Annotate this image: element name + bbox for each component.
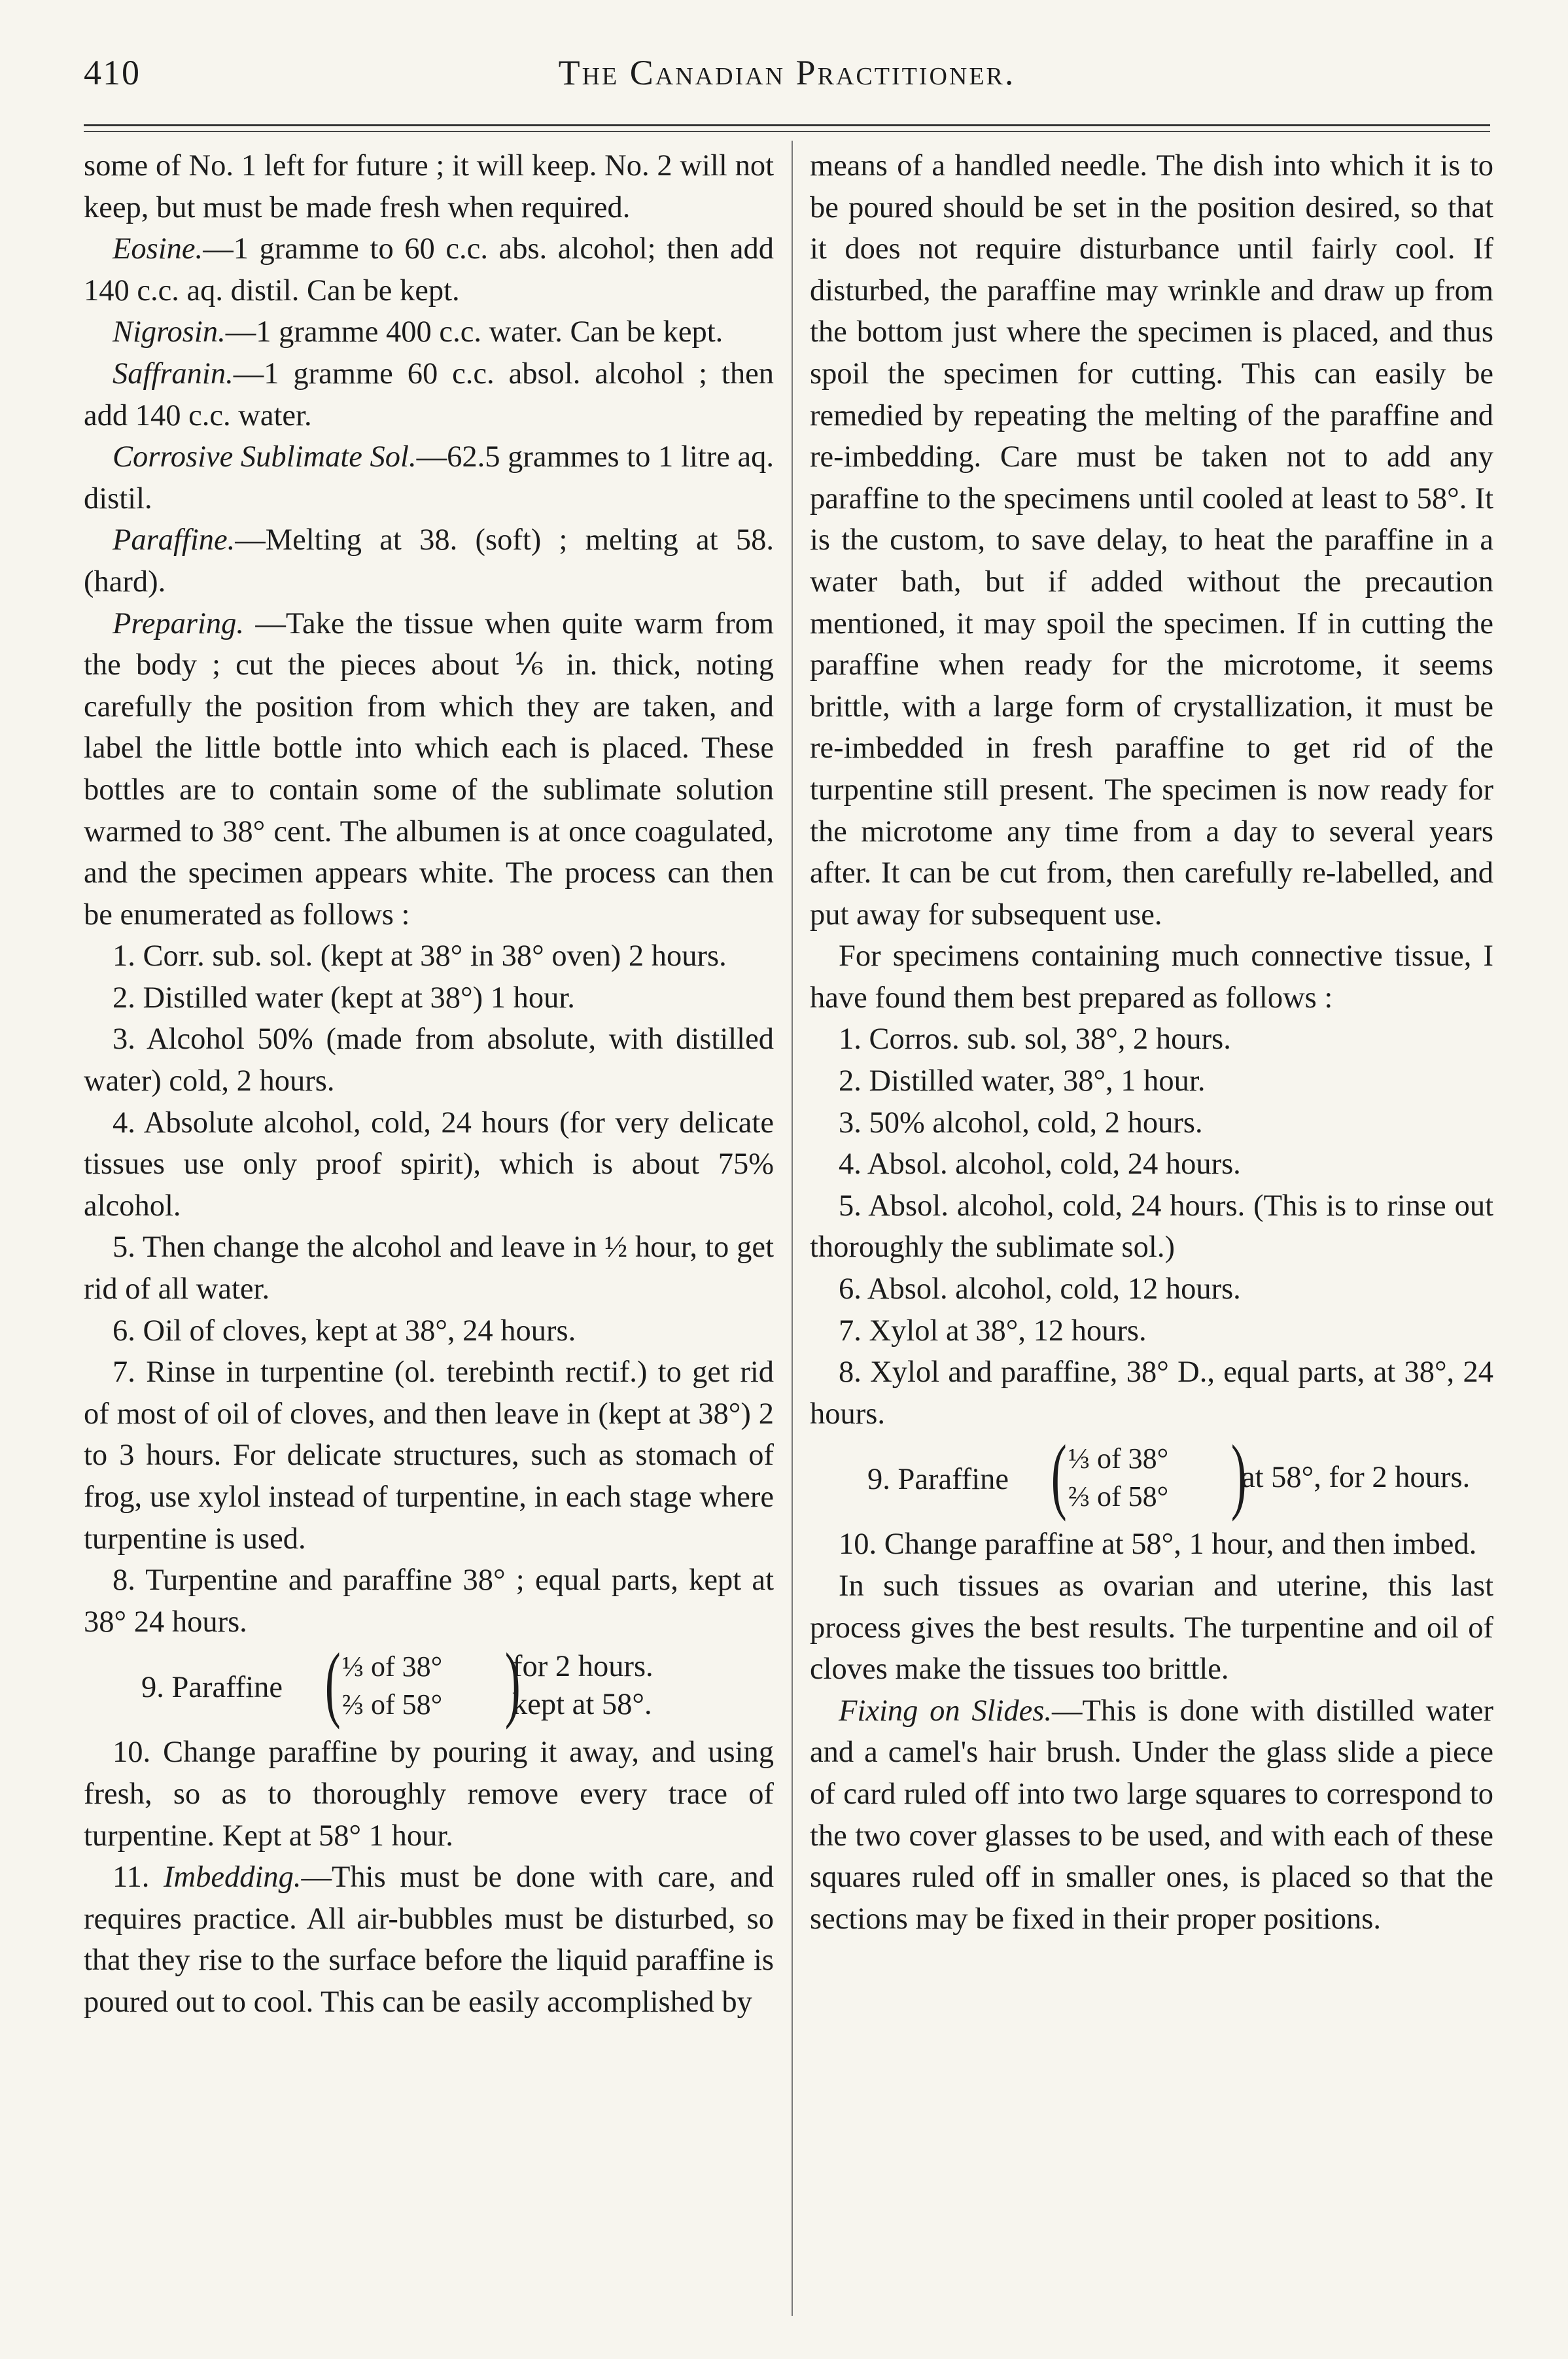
paragraph-corrosive (84, 436, 774, 519)
term: Fixing on Slides. (839, 1694, 1053, 1728)
definition: —Melting at 38. (soft) ; melting at 58. (hard). (84, 523, 774, 599)
step-6: 6. Absol. alcohol, cold, 12 hours. (839, 1272, 1241, 1306)
fraction-stack (1068, 1440, 1168, 1516)
paragraph: In such tissues as ovarian and uterine, this last process gives the best results. The turpentine and oil of cloves make the tissues too brittle. (810, 1569, 1493, 1686)
step-3: 3. 50% alcohol, cold, 2 hours. (839, 1106, 1203, 1140)
paragraph-saffranin (84, 353, 774, 436)
left-column (84, 145, 774, 2023)
step-3: 3. Alcohol 50% (made from absolute, with distilled water) cold, 2 hours. (84, 1022, 774, 1098)
step-8: 8. Turpentine and paraffine 38° ; equal parts, kept at 38° 24 hours. (84, 1564, 774, 1639)
paragraph: For specimens containing much connective tissue, I have found them best prepared as follows : (810, 939, 1493, 1015)
definition: —Take the tissue when quite warm from the body ; cut the pieces about ⅙ in. thick, noting carefully the position from which they are taken, and label the little bottle into which each is placed. These bottles are to contain some of the sublimate solution warmed to 38° cent. The albumen is at once coagulated, and the specimen appears white. The process can then be enumerated as follows : (84, 606, 774, 932)
page-header (84, 52, 1490, 105)
fraction-bottom: ⅔ of 58° (1068, 1480, 1169, 1513)
definition: —1 gramme 400 c.c. water. Can be kept. (225, 315, 723, 349)
paragraph-eosine (84, 228, 774, 311)
right-column (810, 145, 1493, 1940)
fraction-top: ⅓ of 38° (1068, 1442, 1169, 1475)
fraction-top: ⅓ of 38° (342, 1651, 443, 1683)
term: Preparing. (113, 606, 245, 640)
page-number: 410 (84, 53, 141, 92)
step-9-label: 9. Paraffine (867, 1463, 1009, 1497)
step-10: 10. Change paraffine by pouring it away, and using fresh, so as to thoroughly remove every trace of turpentine. Kept at 58° 1 hour. (84, 1736, 774, 1853)
paragraph: means of a handled needle. The dish into which it is to be poured should be set in the position desired, so that it does not require disturbance until fairly cool. If disturbed, the paraffine may wrinkle and draw up from the bottom just where the specimen is placed, and thus spoil the specimen for cutting. This can easily be remedied by repeating the melting of the paraffine and re-imbedding. Care must be taken not to add any paraffine to the specimens until cooled at least to 58°. It is the custom, to save delay, to heat the paraffine in a water bath, but if added without the precaution mentioned, it may spoil the specimen. If in cutting the paraffine when ready for the microtome, it seems brittle, with a large form of crystallization, it must be re-imbedded in fresh paraffine to get rid of the turpentine still present. The specimen is now ready for the microtome any time from a day to several years after. It can be cut from, then carefully re-labelled, and put away for subsequent use. (810, 149, 1493, 932)
step-2: 2. Distilled water (kept at 38°) 1 hour. (113, 981, 575, 1015)
step-9 (84, 1636, 774, 1731)
term: Saffranin. (113, 357, 234, 391)
term: Imbedding. (164, 1861, 302, 1895)
paragraph-paraffine (84, 519, 774, 603)
step-1: 1. Corr. sub. sol. (kept at 38° in 38° oven) 2 hours. (113, 939, 727, 973)
fraction-stack (342, 1648, 442, 1724)
term: Nigrosin. (113, 315, 226, 349)
definition: —1 gramme to 60 c.c. abs. alcohol; then add 140 c.c. aq. distil. Can be kept. (84, 232, 774, 307)
term: Paraffine. (113, 523, 235, 557)
step-8: 8. Xylol and paraffine, 38° D., equal parts, at 38°, 24 hours. (810, 1355, 1493, 1431)
definition: —This must be done with care, and requires practice. All air-bubbles must be disturbed, so that they rise to the surface before the liquid paraffine is poured out to cool. This can be easily accomplished by (84, 1861, 774, 2019)
paragraph-fixing (810, 1690, 1493, 1940)
definition: —62.5 grammes to 1 litre aq. distil. (84, 440, 775, 515)
paragraph-preparing (84, 603, 774, 936)
step-9 (810, 1428, 1493, 1523)
step-11 (84, 1857, 774, 2023)
open-paren: ( (1051, 1428, 1067, 1523)
step-7: 7. Xylol at 38°, 12 hours. (839, 1314, 1147, 1348)
running-title: The Canadian Practitioner. (558, 53, 1016, 92)
header-rule-top (84, 124, 1490, 126)
step-1: 1. Corros. sub. sol, 38°, 2 hours. (839, 1022, 1231, 1057)
step-4: 4. Absolute alcohol, cold, 24 hours (for very delicate tissues use only proof spirit), which is about 75% alcohol. (84, 1106, 774, 1223)
header-rule-bottom (84, 131, 1490, 132)
definition: —This is done with distilled water and a camel's hair brush. Under the glass slide a piece of card ruled off into two large squares to correspond to the two cover glasses to be used, and with each of these squares ruled off in smaller ones, is placed so that the sections may be fixed in their proper positions. (810, 1694, 1493, 1936)
step-2: 2. Distilled water, 38°, 1 hour. (839, 1064, 1206, 1098)
paragraph-nigrosin (84, 311, 774, 353)
aside-bottom: kept at 58°. (512, 1688, 652, 1722)
step-9-label: 9. Paraffine (141, 1671, 283, 1705)
step-5: 5. Then change the alcohol and leave in ½ hour, to get rid of all water. (84, 1231, 774, 1306)
aside-top: for 2 hours. (512, 1650, 653, 1684)
step-7: 7. Rinse in turpentine (ol. terebinth rectif.) to get rid of most of oil of cloves, and then leave in (kept at 38°) 2 to 3 hours. For delicate structures, such as stomach of frog, use xylol instead of turpentine, in each stage where turpentine is used. (84, 1355, 774, 1556)
step-4: 4. Absol. alcohol, cold, 24 hours. (839, 1147, 1241, 1181)
fraction-bottom: ⅔ of 58° (342, 1688, 443, 1721)
open-paren: ( (324, 1636, 341, 1731)
close-paren: ) (504, 1636, 521, 1731)
step-number: 11. (113, 1861, 164, 1895)
step-6: 6. Oil of cloves, kept at 38°, 24 hours. (113, 1314, 576, 1348)
definition: —1 gramme 60 c.c. absol. alcohol ; then add 140 c.c. water. (84, 357, 774, 432)
paragraph: some of No. 1 left for future ; it will keep. No. 2 will not keep, but must be made fresh when required. (84, 149, 774, 224)
close-paren: ) (1230, 1428, 1247, 1523)
step-10: 10. Change paraffine at 58°, 1 hour, and then imbed. (839, 1528, 1477, 1562)
term: Eosine. (113, 232, 203, 266)
aside: at 58°, for 2 hours. (1242, 1461, 1471, 1495)
step-5: 5. Absol. alcohol, cold, 24 hours. (This is to rinse out thoroughly the sublimate sol.) (810, 1189, 1493, 1265)
term: Corrosive Sublimate Sol. (113, 440, 417, 474)
column-divider (792, 141, 793, 2316)
